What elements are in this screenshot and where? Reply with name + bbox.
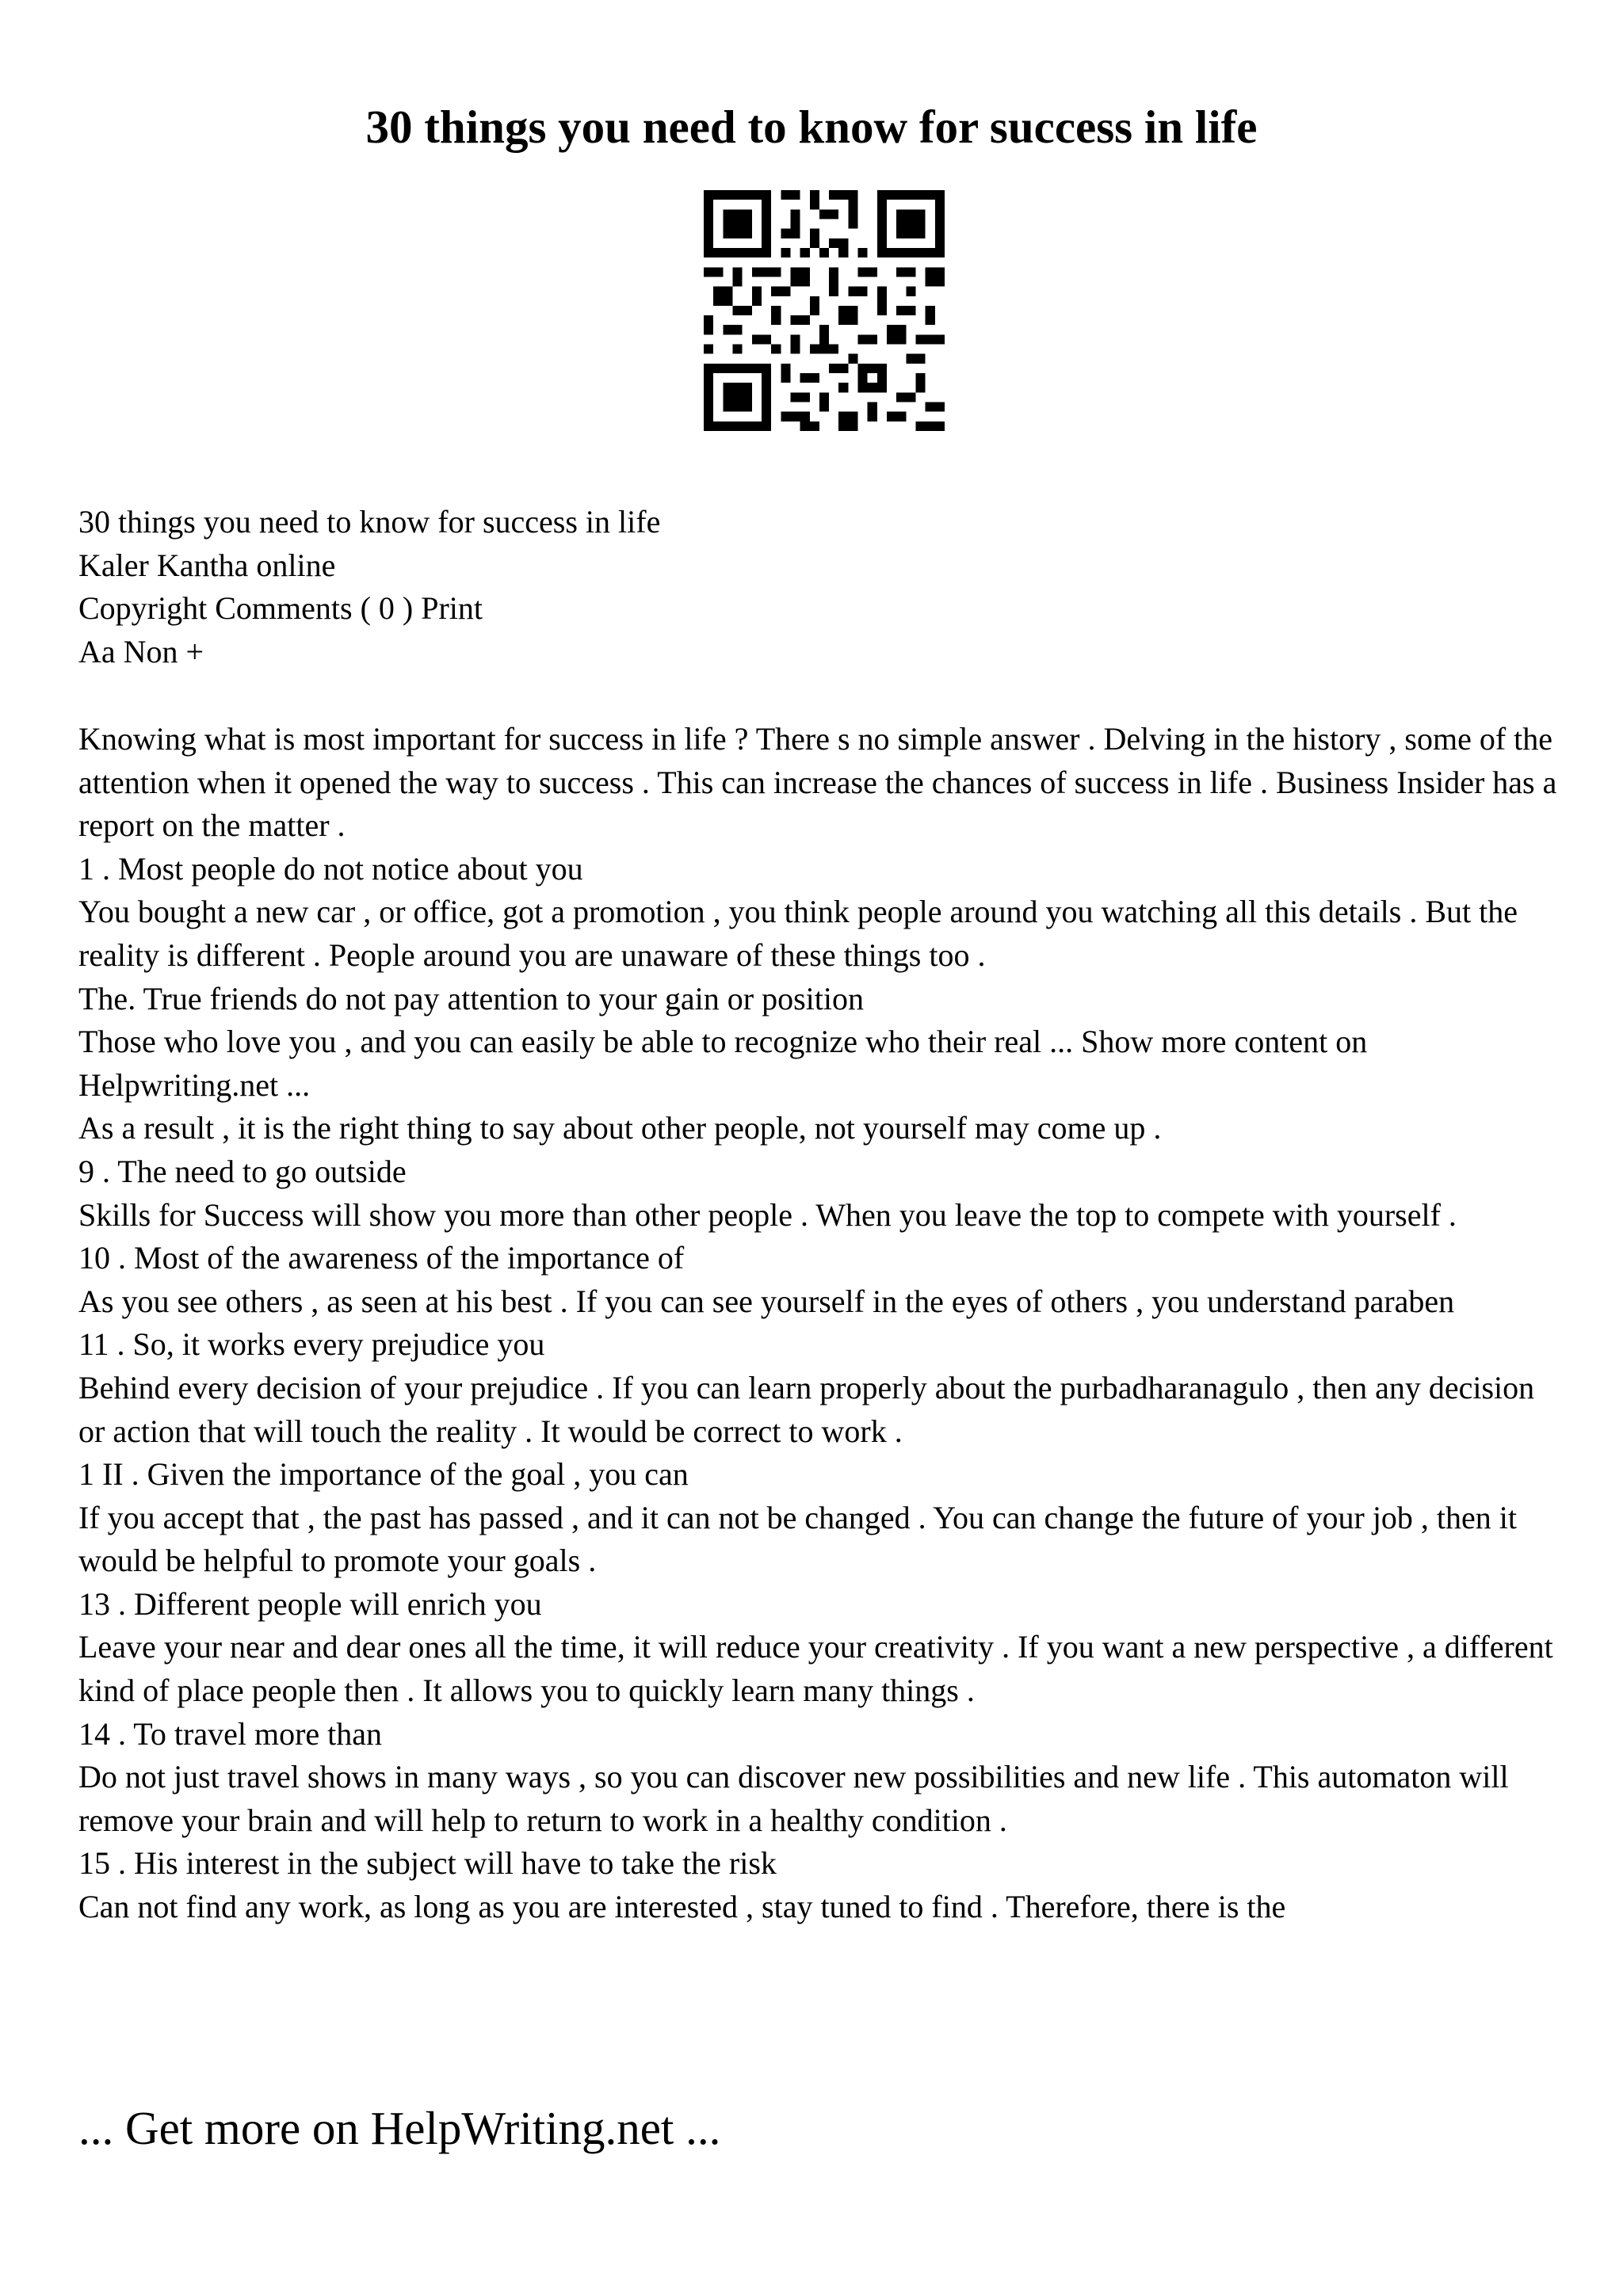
qr-code-icon xyxy=(704,190,945,431)
body-paragraph: Knowing what is most important for success in life ? There s no simple answer . Delving in the history , some of the attention when it opened the way to success . This can increase the chances of success in life . Business Insider has a report on the matter . xyxy=(78,721,1557,844)
meta-line-actions: Copyright Comments ( 0 ) Print xyxy=(78,590,483,627)
body-paragraph: Can not find any work, as long as you are interested , stay tuned to find . Therefore, there is the xyxy=(78,1889,1286,1925)
meta-line-title: 30 things you need to know for success in life xyxy=(78,504,661,540)
body-paragraph: 1 . Most people do not notice about you xyxy=(78,850,583,887)
body-paragraph: 15 . His interest in the subject will have to take the risk xyxy=(78,1845,777,1882)
body-paragraph: Behind every decision of your prejudice . If you can learn properly about the purbadharanagulo , then any decision or action that will touch the reality . It would be correct to work . xyxy=(78,1369,1535,1449)
body-paragraph: Do not just travel shows in many ways , so you can discover new possibilities and new life . This automaton will remove your brain and will help to return to work in a healthy condition . xyxy=(78,1759,1509,1838)
article-body xyxy=(78,718,1568,1929)
meta-line-source: Kaler Kantha online xyxy=(78,547,336,583)
body-paragraph: As you see others , as seen at his best . If you can see yourself in the eyes of others , you understand paraben xyxy=(78,1283,1455,1319)
qr-code-graphic xyxy=(704,190,945,431)
body-paragraph: Leave your near and dear ones all the time, it will reduce your creativity . If you want a new perspective , a different kind of place people then . It allows you to quickly learn many things . xyxy=(78,1629,1553,1709)
body-paragraph: The. True friends do not pay attention to your gain or position xyxy=(78,980,864,1016)
body-paragraph: If you accept that , the past has passed , and it can not be changed . You can change the future of your job , then it would be helpful to promote your goals . xyxy=(78,1499,1518,1579)
body-paragraph: 11 . So, it works every prejudice you xyxy=(78,1326,545,1363)
meta-line-font-controls: Aa Non + xyxy=(78,633,204,669)
body-paragraph: Those who love you , and you can easily be able to recognize who their real ... Show more content on Helpwriting.net ... xyxy=(78,1024,1368,1103)
article-meta xyxy=(78,501,1560,673)
body-paragraph: 13 . Different people will enrich you xyxy=(78,1585,542,1622)
body-paragraph: 1 II . Given the importance of the goal , you can xyxy=(78,1456,689,1493)
body-paragraph: 9 . The need to go outside xyxy=(78,1153,407,1189)
body-paragraph: 10 . Most of the awareness of the importance of xyxy=(78,1240,685,1276)
body-paragraph: 14 . To travel more than xyxy=(78,1715,383,1752)
document-title: 30 things you need to know for success in life xyxy=(365,101,1258,153)
body-paragraph: Skills for Success will show you more than other people . When you leave the top to compete with yourself . xyxy=(78,1196,1457,1233)
body-paragraph: You bought a new car , or office, got a promotion , you think people around you watching all this details . But the reality is different . People around you are unaware of these things too . xyxy=(78,894,1518,973)
body-paragraph: As a result , it is the right thing to say about other people, not yourself may come up . xyxy=(78,1110,1162,1146)
footer-link[interactable]: ... Get more on HelpWriting.net ... xyxy=(78,2102,721,2154)
